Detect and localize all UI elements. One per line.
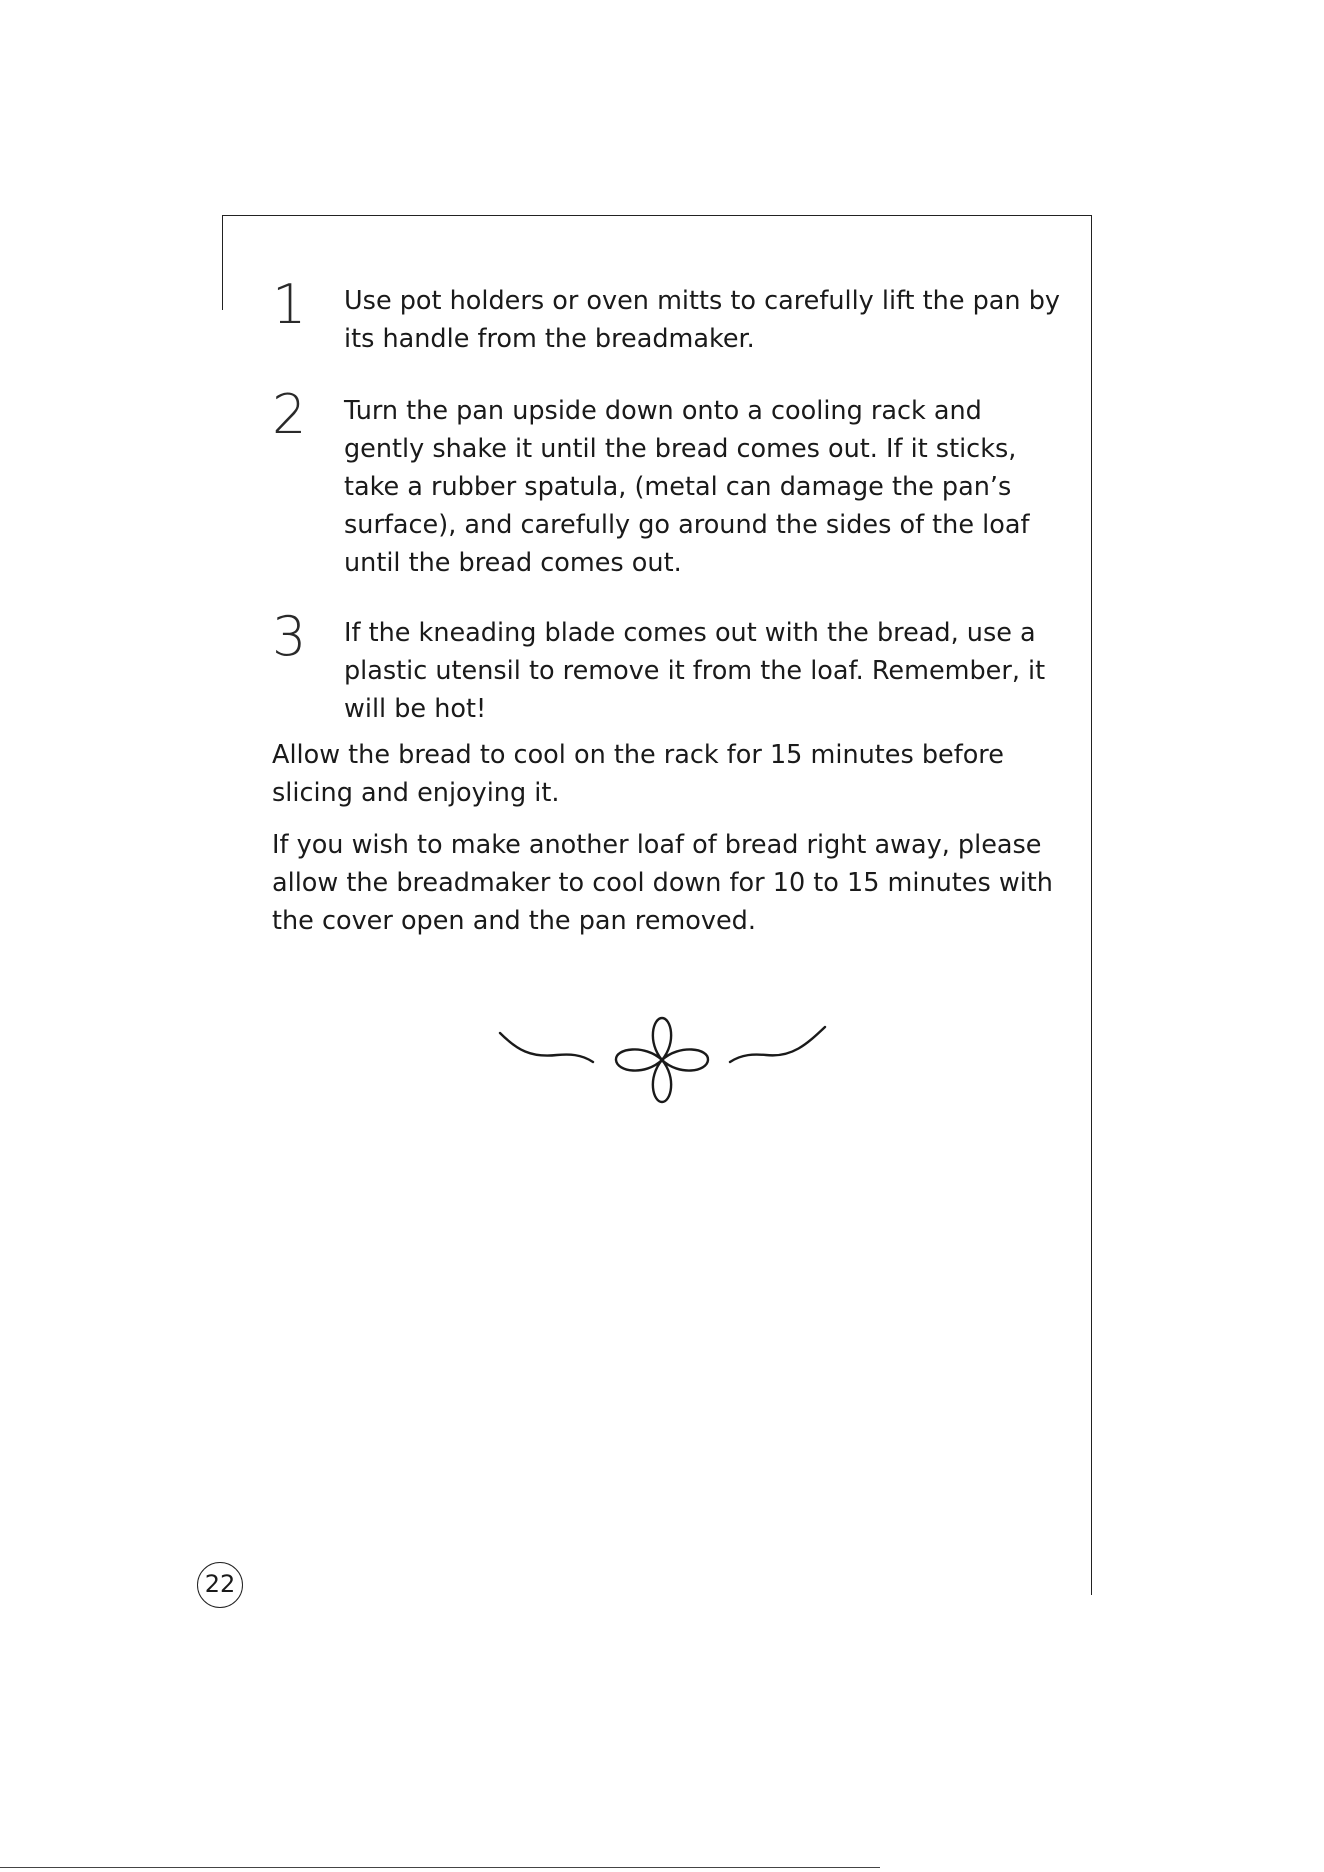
flourish-divider-icon xyxy=(495,1010,830,1115)
step-text: Turn the pan upside down onto a cooling rack and gently shake it until the bread comes out. If it sticks, take a rubber spatula, (metal can damage the pan’s surface), and carefully go around the sides of the loaf until the bread comes out. xyxy=(344,396,1030,578)
step-3 xyxy=(272,605,1062,730)
step-number: 2 xyxy=(272,383,307,446)
step-number: 3 xyxy=(272,605,307,668)
step-text: Use pot holders or oven mitts to carefully lift the pan by its handle from the breadmaker. xyxy=(344,286,1060,354)
bottom-rule xyxy=(0,1867,880,1868)
page-frame-right-border xyxy=(1091,215,1092,1595)
another-loaf-paragraph: If you wish to make another loaf of bread right away, please allow the breadmaker to cool down for 10 to 15 minutes with the cover open and the pan removed. xyxy=(272,830,1053,936)
page-number-badge: 22 xyxy=(197,1562,243,1608)
step-text: If the kneading blade comes out with the bread, use a plastic utensil to remove it from the loaf. Remember, it will be hot! xyxy=(344,618,1046,724)
step-number: 1 xyxy=(272,273,307,336)
step-1 xyxy=(272,273,1062,368)
cooling-paragraph: Allow the bread to cool on the rack for 15 minutes before slicing and enjoying it. xyxy=(272,740,1004,808)
page-frame-top-border xyxy=(222,215,1092,216)
page-frame-left-border xyxy=(222,215,223,310)
step-2 xyxy=(272,383,1062,578)
